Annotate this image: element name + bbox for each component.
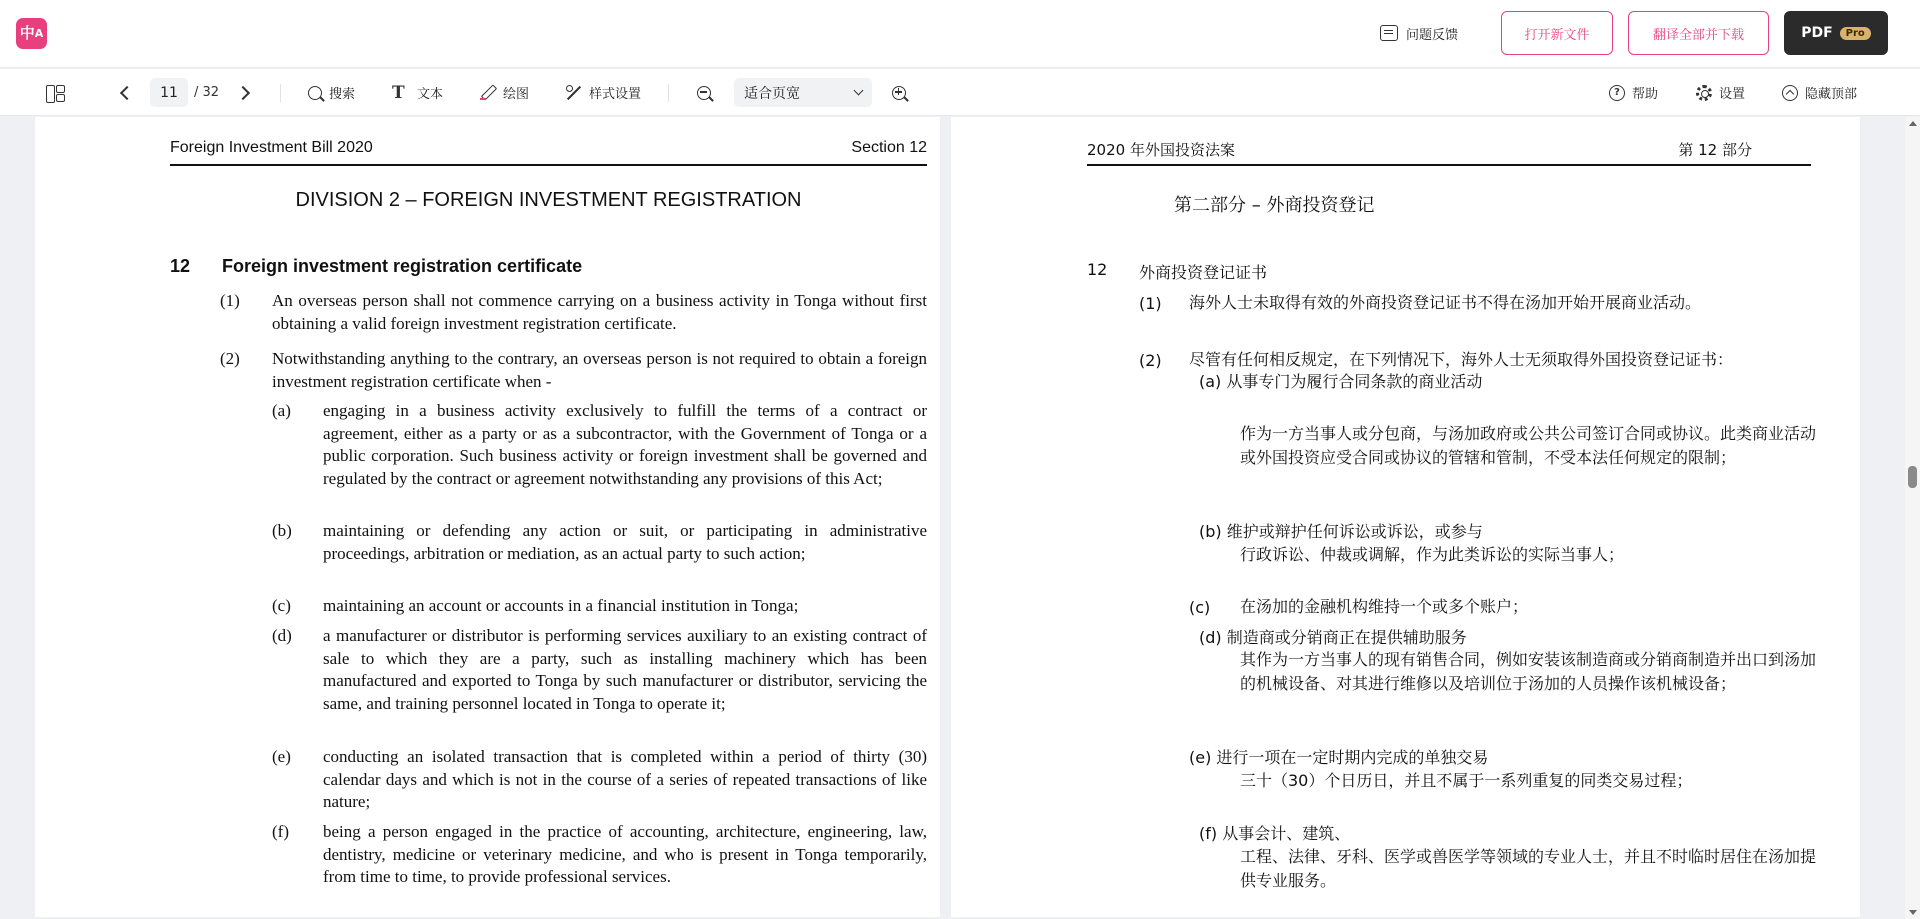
section-number: 12 [1087, 260, 1108, 279]
search-button[interactable] [308, 69, 355, 116]
feedback-label: 问题反馈 [1406, 27, 1459, 43]
paragraph-label: (2) [1139, 351, 1162, 370]
draw-label: 绘图 [503, 87, 530, 102]
subparagraph-text: conducting an isolated transaction that is completed within a period of thirty (30) calendar days and which is not in the course of a series of repeated transactions of like nature; [323, 747, 927, 812]
style-settings-button[interactable] [566, 69, 641, 116]
top-bar [0, 0, 1920, 68]
subparagraph-text: engaging in a business activity exclusively to fulfill the terms of a contract or agreement, either as a party or as a subcontractor, with the Government of Tonga or a public corporation. Such business activity or foreign investment shall be governed and regulated by the contract or agreement notwithstanding any provisions of this Act; [323, 401, 927, 488]
settings-button[interactable] [1696, 69, 1745, 116]
document-viewer[interactable] [0, 117, 1905, 919]
help-label: 帮助 [1632, 87, 1659, 102]
subparagraph-text: maintaining or defending any action or suit, or participating in administrative proceedings, arbitration or mediation, as an actual party to such action; [323, 521, 927, 563]
open-new-file-button[interactable]: 打开新文件 [1501, 11, 1613, 55]
paragraph-text: 尽管有任何相反规定，在下列情况下，海外人士无须取得外国投资登记证书： [1189, 350, 1734, 369]
page-header-left: 2020 年外国投资法案 [1087, 141, 1235, 159]
next-page-button[interactable] [238, 69, 248, 116]
translated-page [951, 117, 1860, 917]
settings-label: 设置 [1719, 87, 1746, 102]
text-tool-button[interactable] [392, 69, 443, 116]
gear-icon [1696, 85, 1712, 101]
paragraph-label: (1) [1139, 294, 1162, 313]
text-label: 文本 [417, 87, 444, 102]
draw-tool-button[interactable] [480, 69, 529, 116]
search-label: 搜索 [329, 87, 356, 102]
toolbar [0, 69, 1920, 116]
pdf-label: PDF [1801, 25, 1833, 41]
subparagraph-e-heading: (e) 进行一项在一定时期内完成的单独交易 [1189, 748, 1489, 767]
hide-top-button[interactable] [1782, 69, 1857, 116]
zoom-in-button[interactable] [892, 69, 906, 116]
page-header-right: Section 12 [851, 139, 927, 156]
subparagraph-f-heading: (f) 从事会计、建筑、 [1199, 824, 1351, 843]
feedback-icon [1380, 25, 1398, 41]
original-page [35, 117, 940, 917]
scroll-down-arrow-icon[interactable] [1909, 910, 1917, 915]
subparagraph-c-text: 在汤加的金融机构维持一个或多个账户； [1240, 597, 1529, 616]
prev-page-button[interactable] [122, 69, 132, 116]
subparagraph-text: being a person engaged in the practice of accounting, architecture, engineering, law, dentistry, medicine or veterinary medicine, and who is present in Tonga temporarily, from time to time, to provide professional services. [323, 822, 927, 887]
subparagraph-f-text: 工程、法律、牙科、医学或兽医学等领域的专业人士，并且不时临时居住在汤加提供专业服务。 [1240, 847, 1817, 890]
layout-toggle-button[interactable] [46, 69, 64, 116]
app-logo-icon[interactable] [16, 18, 47, 49]
subparagraph-text: a manufacturer or distributor is performing services auxiliary to an existing contract of sale to which they are a party, such as installing machinery which has been manufactured and exported to Tonga by such manufacturer or distributor, servicing the same, and training personnel located in Tonga to operate it; [323, 626, 927, 713]
division-title: DIVISION 2 – FOREIGN INVESTMENT REGISTRATION [295, 189, 802, 211]
zoom-out-icon [697, 86, 711, 100]
subparagraph-c-label: (c) [1189, 598, 1211, 617]
style-icon [566, 85, 582, 101]
subparagraph-b-text: 行政诉讼、仲裁或调解，作为此类诉讼的实际当事人； [1240, 545, 1625, 564]
subparagraph-label: (f) [272, 822, 289, 841]
text-icon: T [392, 82, 405, 103]
feedback-button[interactable] [1380, 21, 1458, 45]
page-header-right: 第 12 部分 [1678, 141, 1752, 159]
subparagraph-label: (e) [272, 747, 291, 766]
subparagraph-b-heading: (b) 维护或辩护任何诉讼或诉讼，或参与 [1199, 522, 1483, 541]
app-logo-subtext: A [34, 27, 44, 40]
chevron-up-circle-icon [1782, 85, 1798, 101]
section-title: 外商投资登记证书 [1139, 263, 1268, 282]
header-rule [170, 164, 927, 166]
paragraph-text: 海外人士未取得有效的外商投资登记证书不得在汤加开始开展商业活动。 [1189, 293, 1702, 312]
paragraph-text: An overseas person shall not commence carrying on a business activity in Tonga without first obtaining a valid foreign investment registration certificate. [272, 291, 927, 333]
chevron-left-icon [120, 85, 134, 99]
subparagraph-text: maintaining an account or accounts in a financial institution in Tonga; [323, 596, 799, 615]
pro-badge: Pro [1840, 27, 1871, 40]
header-rule [1087, 164, 1811, 166]
zoom-value: 适合页宽 [744, 85, 800, 102]
subparagraph-label: (c) [272, 596, 291, 615]
help-button[interactable] [1609, 69, 1658, 116]
paragraph-label: (1) [220, 291, 240, 310]
subparagraph-d-heading: (d) 制造商或分销商正在提供辅助服务 [1199, 628, 1467, 647]
chevron-right-icon [236, 85, 250, 99]
subparagraph-d-text: 其作为一方当事人的现有销售合同，例如安装该制造商或分销商制造并出口到汤加的机械设备、对其进行维修以及培训位于汤加的人员操作该机械设备； [1240, 650, 1817, 693]
subparagraph-e-text: 三十（30）个日历日，并且不属于一系列重复的同类交易过程； [1240, 771, 1693, 790]
subparagraph-a-heading: (a) 从事专门为履行合同条款的商业活动 [1199, 372, 1483, 391]
style-label: 样式设置 [589, 87, 642, 102]
chevron-down-icon [854, 86, 864, 96]
subparagraph-label: (a) [272, 401, 291, 420]
translate-all-download-button[interactable]: 翻译全部并下载 [1628, 11, 1769, 55]
zoom-select[interactable] [734, 78, 872, 107]
pen-icon [480, 85, 496, 101]
layout-icon [46, 85, 64, 101]
page-number-input[interactable] [150, 78, 188, 107]
scroll-thumb[interactable] [1908, 466, 1917, 488]
pdf-pro-button[interactable] [1784, 11, 1888, 55]
search-icon [308, 86, 322, 100]
paragraph-text: Notwithstanding anything to the contrary, an overseas person is not required to obtain a foreign investment registration certificate when - [272, 349, 927, 391]
division-title: 第二部分 – 外商投资登记 [1174, 195, 1375, 216]
subparagraph-label: (d) [272, 626, 292, 645]
hide-top-label: 隐藏顶部 [1805, 87, 1858, 102]
toolbar-divider [668, 84, 669, 102]
subparagraph-a-text: 作为一方当事人或分包商，与汤加政府或公共公司签订合同或协议。此类商业活动或外国投资应受合同或协议的管辖和管制，不受本法任何规定的限制； [1240, 424, 1817, 467]
page-header-left: Foreign Investment Bill 2020 [170, 139, 373, 156]
paragraph-label: (2) [220, 349, 240, 368]
section-title: Foreign investment registration certificate [222, 256, 583, 276]
scroll-up-arrow-icon[interactable] [1909, 121, 1917, 126]
zoom-out-button[interactable] [697, 69, 711, 116]
section-number: 12 [170, 256, 191, 276]
page-total: / 32 [194, 85, 220, 100]
help-icon: ? [1609, 85, 1625, 101]
zoom-in-icon [892, 86, 906, 100]
vertical-scrollbar[interactable] [1905, 117, 1920, 919]
subparagraph-label: (b) [272, 521, 292, 540]
toolbar-divider [280, 84, 281, 102]
app-logo-text: 中 [19, 24, 35, 42]
